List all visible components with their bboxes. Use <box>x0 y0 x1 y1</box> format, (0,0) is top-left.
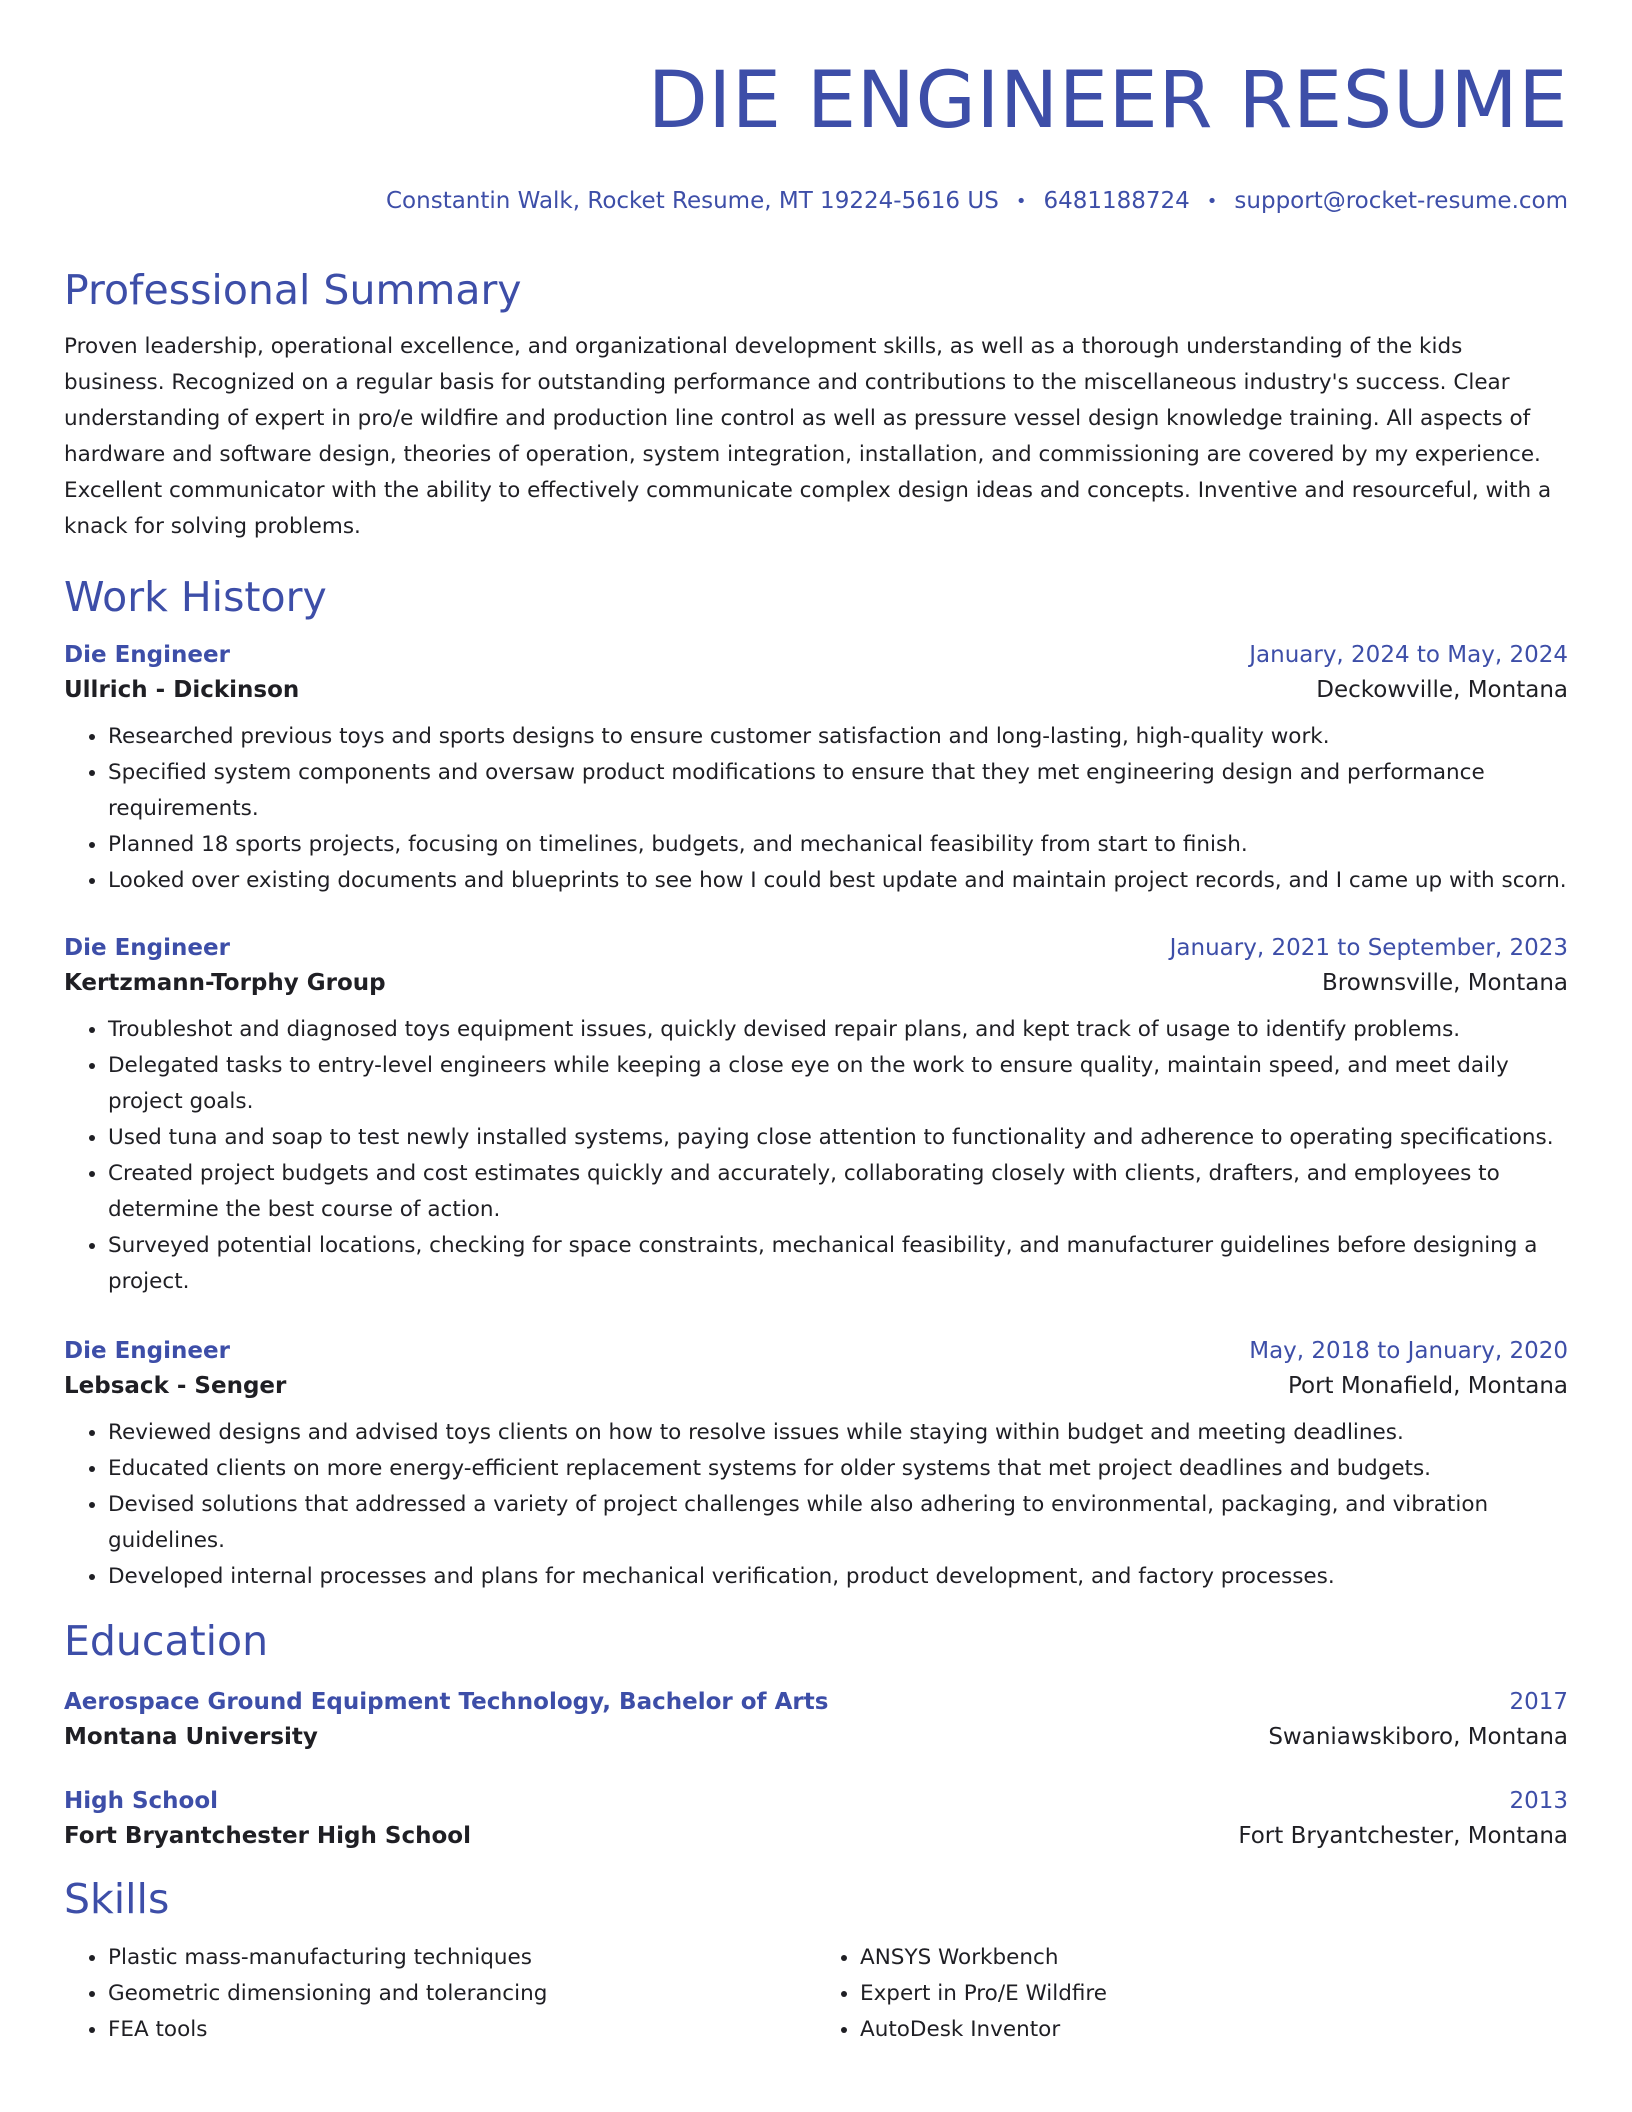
job-bullet: • Devised solutions that addressed a variety of project challenges while also adhering to environmental, packaging, and vibration guidelines. <box>108 1487 1568 1559</box>
education-subheader <box>64 1823 1568 1849</box>
job-bullets <box>64 719 1568 899</box>
education-year: 2017 <box>1509 1688 1568 1715</box>
job-bullets <box>64 1012 1568 1300</box>
skill-item: • Expert in Pro/E Wildfire <box>860 1976 1568 2012</box>
job-header <box>64 642 1568 668</box>
job-entry <box>64 935 1568 1300</box>
section-title-skills: Skills <box>64 1874 170 1923</box>
job-bullet: • Created project budgets and cost estimates quickly and accurately, collaborating closely with clients, drafters, and employees to determine the best course of action. <box>108 1156 1568 1228</box>
skills-list-right <box>816 1940 1568 2048</box>
contact-separator: • <box>1206 190 1218 212</box>
contact-address: Constantin Walk, Rocket Resume, MT 19224-5616 US <box>386 188 999 214</box>
job-role: Die Engineer <box>64 642 230 669</box>
job-bullet: • Troubleshot and diagnosed toys equipment issues, quickly devised repair plans, and kept track of usage to identify problems. <box>108 1012 1568 1048</box>
job-bullet: • Developed internal processes and plans for mechanical verification, product development, and factory processes. <box>108 1559 1568 1595</box>
contact-email[interactable]: support@rocket-resume.com <box>1234 188 1568 214</box>
education-location: Fort Bryantchester, Montana <box>1238 1822 1568 1849</box>
education-header <box>64 1689 1568 1715</box>
summary-text: Proven leadership, operational excellence, and organizational development skills, as well as a thorough understanding of the kids business. Recognized on a regular basis for outstanding performance and contributions to the miscellaneous industry's success. Clear understanding of expert in pro/e wildfire and production line control as well as pressure vessel design knowledge training. All aspects of hardware and software design, theories of operation, system integration, installation, and commissioning are covered by my experience. Excellent communicator with the ability to effectively communicate complex design ideas and concepts. Inventive and resourceful, with a knack for solving problems. <box>64 334 1552 540</box>
section-title-education: Education <box>64 1617 269 1666</box>
education-year: 2013 <box>1509 1787 1568 1814</box>
job-role: Die Engineer <box>64 1338 230 1365</box>
job-bullet: • Educated clients on more energy-efficient replacement systems for older systems that met project deadlines and budgets. <box>108 1451 1568 1487</box>
skill-item: • Plastic mass-manufacturing techniques <box>108 1940 816 1976</box>
job-role: Die Engineer <box>64 935 230 962</box>
job-header <box>64 1338 1568 1364</box>
job-bullet: • Surveyed potential locations, checking for space constraints, mechanical feasibility, and manufacturer guidelines before designing a project. <box>108 1228 1568 1300</box>
education-location: Swaniawskiboro, Montana <box>1268 1723 1568 1750</box>
job-location: Brownsville, Montana <box>1321 970 1568 997</box>
job-entry <box>64 1338 1568 1595</box>
education-school: Montana University <box>64 1723 318 1750</box>
education-degree: Aerospace Ground Equipment Technology, Bachelor of Arts <box>64 1688 829 1715</box>
job-location: Port Monafield, Montana <box>1287 1373 1568 1400</box>
job-company: Ullrich - Dickinson <box>64 677 300 704</box>
job-dates: January, 2024 to May, 2024 <box>1249 642 1568 669</box>
skill-item: • AutoDesk Inventor <box>860 2012 1568 2048</box>
education-entry <box>64 1689 1568 1750</box>
education-degree: High School <box>64 1787 219 1814</box>
job-bullet: • Specified system components and oversaw product modifications to ensure that they met engineering design and performance requirements. <box>108 755 1568 827</box>
job-dates: May, 2018 to January, 2020 <box>1249 1338 1568 1365</box>
section-title-summary: Professional Summary <box>64 266 522 314</box>
job-bullet: • Looked over existing documents and blueprints to see how I could best update and maintain project records, and I came up with scorn. <box>108 863 1568 899</box>
education-school: Fort Bryantchester High School <box>64 1822 471 1849</box>
job-dates: January, 2021 to September, 2023 <box>1169 935 1568 962</box>
job-bullet: • Reviewed designs and advised toys clients on how to resolve issues while staying within budget and meeting deadlines. <box>108 1415 1568 1451</box>
skill-item: • ANSYS Workbench <box>860 1940 1568 1976</box>
job-bullet: • Used tuna and soap to test newly installed systems, paying close attention to functionality and adherence to operating specifications. <box>108 1120 1568 1156</box>
skills-grid <box>64 1940 1568 2048</box>
job-entry <box>64 642 1568 899</box>
job-subheader <box>64 677 1568 703</box>
contact-separator: • <box>1015 190 1027 212</box>
education-entry <box>64 1788 1568 1849</box>
skill-item: • Geometric dimensioning and tolerancing <box>108 1976 816 2012</box>
job-bullet: • Planned 18 sports projects, focusing on timelines, budgets, and mechanical feasibility from start to finish. <box>108 827 1568 863</box>
job-subheader <box>64 1373 1568 1399</box>
education-header <box>64 1788 1568 1814</box>
skill-item: • FEA tools <box>108 2012 816 2048</box>
education-subheader <box>64 1724 1568 1750</box>
job-subheader <box>64 970 1568 996</box>
job-location: Deckowville, Montana <box>1316 677 1568 704</box>
job-bullets <box>64 1415 1568 1595</box>
section-title-work-history: Work History <box>64 573 327 622</box>
resume-title: DIE ENGINEER RESUME <box>647 56 1568 146</box>
job-header <box>64 935 1568 961</box>
contact-line <box>64 186 1568 216</box>
job-bullet: • Researched previous toys and sports designs to ensure customer satisfaction and long-lasting, high-quality work. <box>108 719 1568 755</box>
contact-phone[interactable]: 6481188724 <box>1043 188 1190 214</box>
skills-list-left <box>64 1940 816 2048</box>
job-bullet: • Delegated tasks to entry-level engineers while keeping a close eye on the work to ensure quality, maintain speed, and meet daily project goals. <box>108 1048 1568 1120</box>
job-company: Lebsack - Senger <box>64 1373 287 1400</box>
job-company: Kertzmann-Torphy Group <box>64 970 386 997</box>
